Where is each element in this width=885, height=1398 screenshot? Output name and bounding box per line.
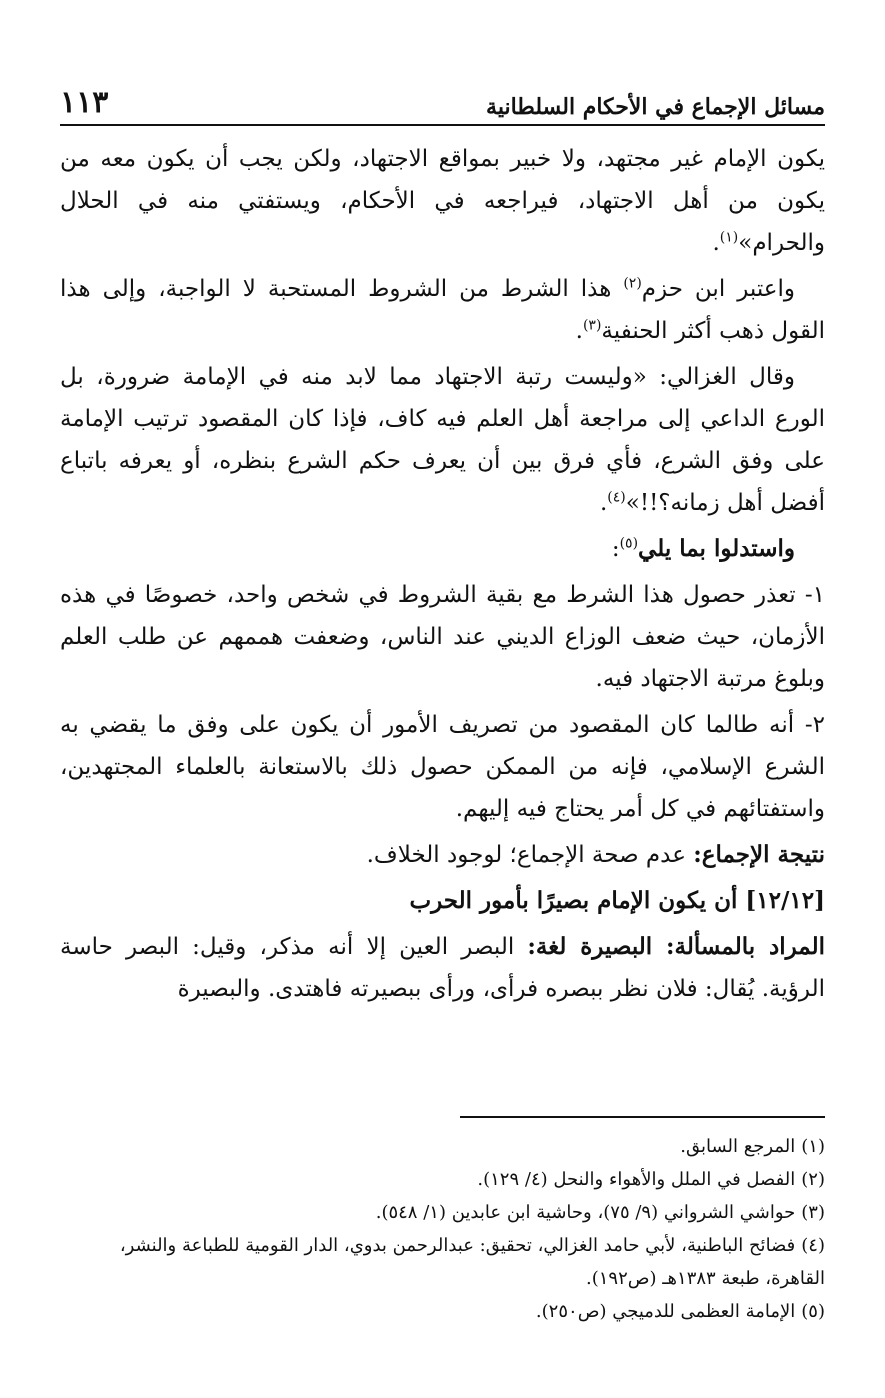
footnotes: [60, 1130, 825, 1328]
footnote-number: (٤): [801, 1235, 825, 1256]
paragraph-7: [60, 834, 825, 876]
footnote-number: (١): [801, 1136, 825, 1157]
linguistic-label: البصيرة لغة:: [527, 933, 667, 960]
footnote-number: (٢): [801, 1169, 825, 1190]
footnote-ref-3: (٣): [582, 317, 602, 334]
footnote-3: [60, 1196, 825, 1229]
footnote-divider: [460, 1116, 825, 1118]
body-text: [60, 138, 825, 1010]
footnote-ref-4: (٤): [607, 489, 626, 506]
paragraph-2-end: .: [575, 318, 583, 344]
paragraph-5: ١- تعذر حصول هذا الشرط مع بقية الشروط في شخص واحد، خصوصًا في هذه الأزمان، حيث ضعف الوزاع الديني عند الناس، وضعفت هممهم عن طلب العلم وبلوغ مرتبة الاجتهاد فيه.: [60, 582, 825, 692]
evidence-intro: واستدلوا بما يلي: [638, 535, 795, 562]
paragraph-4: [60, 528, 825, 570]
paragraph-2-text-b: هذا الشرط من الشروط المستحبة لا الواجبة، وإلى هذا القول ذهب أكثر الحنفية: [60, 276, 825, 344]
paragraph-1-end: .: [712, 230, 720, 256]
paragraph-3-end: .: [599, 490, 608, 516]
footnote-ref-5: (٥): [619, 535, 639, 552]
footnote-2: [60, 1163, 825, 1196]
footnote-1: [60, 1130, 825, 1163]
paragraph-3: [60, 356, 825, 524]
paragraph-2-text-a: واعتبر ابن حزم: [641, 276, 795, 302]
footnote-number: (٣): [801, 1202, 825, 1223]
section-heading: [١٢/١٢] أن يكون الإمام بصيرًا بأمور الحرب: [409, 887, 825, 914]
paragraph-2: [60, 268, 825, 352]
meaning-label: المراد بالمسألة:: [666, 933, 826, 960]
paragraph-3-text: وقال الغزالي: «وليست رتبة الاجتهاد مما لابد منه في الإمامة ضرورة، بل الورع الداعي إلى مراجعة أهل العلم فيه كاف، فإذا كان المقصود ترتيب الإمامة على وفق الشرع، فأي فرق بين أن يعرف حكم الشرع بنظره، أو يعرفه باتباع أفضل أهل زمانه؟!!»: [60, 364, 825, 516]
footnote-number: (٥): [801, 1301, 825, 1322]
paragraph-1: [60, 138, 825, 264]
footnote-ref-2: (٢): [623, 275, 642, 292]
consensus-result-text: عدم صحة الإجماع؛ لوجود الخلاف.: [366, 842, 694, 868]
footnote-5: [60, 1295, 825, 1328]
footnote-4: [60, 1229, 825, 1295]
paragraph-8: [60, 926, 825, 1010]
paragraph-4-end: :: [611, 536, 620, 562]
running-title: مسائل الإجماع في الأحكام السلطانية: [486, 94, 825, 120]
footnote-text: فضائح الباطنية، لأبي حامد الغزالي، تحقيق: عبدالرحمن بدوي، الدار القومية للطباعة والنشر، القاهرة، طبعة ١٣٨٣هـ (ص١٩٢).: [119, 1235, 825, 1289]
footnote-ref-1: (١): [719, 229, 739, 246]
consensus-result-label: نتيجة الإجماع:: [693, 841, 825, 868]
page-header: [60, 86, 825, 126]
footnote-text: الإمامة العظمى للدميجي (ص٢٥٠).: [535, 1301, 796, 1322]
paragraph-8-text: البصر العين إلا أنه مذكر، وقيل: البصر حاسة الرؤية. يُقال: فلان نظر ببصره فرأى، ورأى ببصيرته فاهتدى. والبصيرة: [60, 934, 825, 1002]
paragraph-6: ٢- أنه طالما كان المقصود من تصريف الأمور أن يكون على وفق ما يقضي به الشرع الإسلامي، فإنه من الممكن حصول ذلك بالاستعانة بالعلماء المجتهدين، واستفتائهم في كل أمر يحتاج فيه إليهم.: [60, 712, 825, 822]
page-number: ١١٣: [60, 85, 109, 120]
paragraph-1-text: يكون الإمام غير مجتهد، ولا خبير بمواقع الاجتهاد، ولكن يجب أن يكون معه من يكون من أهل الاجتهاد، فيراجعه في الأحكام، ويستفتي منه في الحلال والحرام»: [60, 146, 825, 256]
footnote-text: المرجع السابق.: [680, 1136, 796, 1157]
footnote-text: حواشي الشرواني (٩/ ٧٥)، وحاشية ابن عابدين (١/ ٥٤٨).: [375, 1202, 796, 1223]
footnote-text: الفصل في الملل والأهواء والنحل (٤/ ١٢٩).: [477, 1169, 796, 1190]
